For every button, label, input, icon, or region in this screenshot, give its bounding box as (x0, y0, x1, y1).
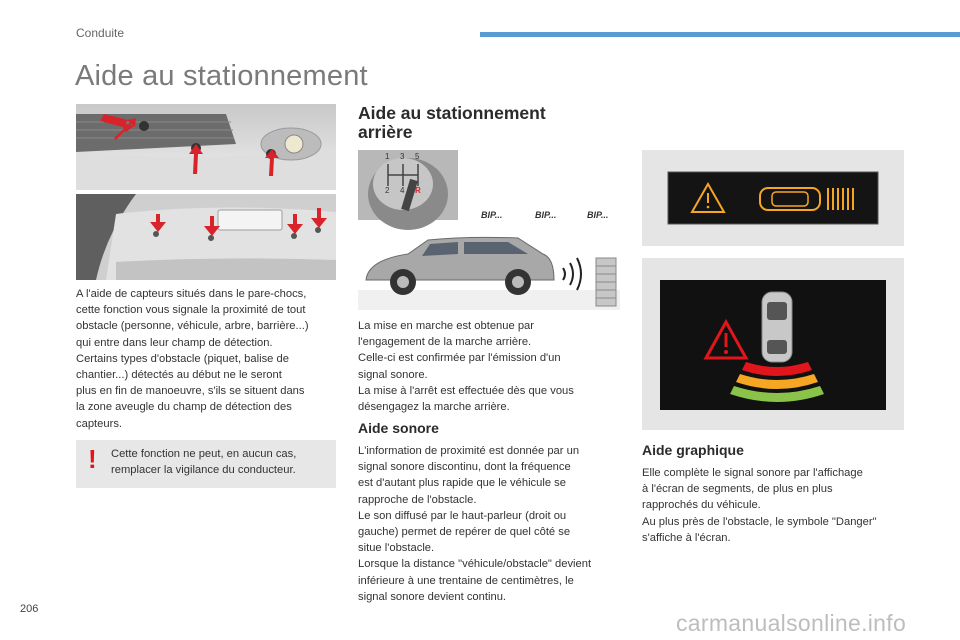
rear-parking-title: Aide au stationnement arrière (358, 103, 546, 142)
graphic-aid-text: Elle complète le signal sonore par l'affichage à l'écran de segments, de plus en plus rapprochés du véhicule. Au plus près de l'obstacle, le symbole "Danger" s'affiche à l'écran. (642, 467, 877, 544)
page-number: 206 (20, 603, 39, 615)
gear-and-car-scene (358, 150, 620, 310)
bip-label-2: BIP... (535, 210, 557, 220)
watermark-link[interactable]: carmanualsonline.info (676, 610, 907, 636)
gear-number-5: 5 (415, 152, 420, 161)
rear-bumper-photo (76, 194, 336, 280)
warning-box (76, 440, 336, 488)
reverse-gear-illustration (358, 150, 620, 310)
activation-text: La mise en marche est obtenue par l'engagement de la marche arrière. Celle-ci est confirmée par l'émission d'un signal sonore. La mise à l'arrêt est effectuée dès que vous désengagez la marche arrière. (358, 320, 574, 414)
gear-number-4: 4 (400, 186, 405, 195)
graphic-aid-illustration (642, 258, 904, 430)
bip-label-3: BIP... (587, 210, 609, 220)
display-screen-illustration (642, 150, 904, 246)
graphic-aid-title: Aide graphique (642, 442, 744, 458)
header-accent-bar (480, 32, 960, 37)
gear-number-1: 1 (385, 152, 390, 161)
gear-number-2: 2 (385, 186, 390, 195)
sound-aid-title: Aide sonore (358, 420, 439, 436)
amber-display-graphic (642, 150, 904, 246)
rear-bumper-illustration (76, 194, 336, 280)
section-label: Conduite (76, 26, 125, 40)
warning-exclamation-icon: ! (88, 444, 97, 474)
sound-aid-text: L'information de proximité est donnée par un signal sonore discontinu, dont la fréquence est d'autant plus rapide que le véhicule se rapproche de l'obstacle. Le son diffusé par le haut-parleur (droit ou gauche) permet de repérer de quel côté se situe l'obstacle. Lorsque la distance "véhicule/obstacle" devient inférieure à une trentaine de centimètres, le signal sonore devient continu. (358, 445, 592, 603)
page-title: Aide au stationnement (75, 60, 368, 92)
gear-number-3: 3 (400, 152, 405, 161)
bip-label-1: BIP... (481, 210, 503, 220)
segment-display-graphic (642, 258, 904, 430)
front-bumper-illustration (76, 104, 336, 190)
intro-text: A l'aide de capteurs situés dans le pare-chocs, cette fonction vous signale la proximité de tout obstacle (personne, véhicule, arbre, barrière...) qui entre dans leur champ de détection. Certains types d'obstacle (piquet, balise de chantier...) détectés au début ne le seront plus en fin de manoeuvre, s'ils se situent dans la zone aveugle du champ de détection des capteurs. (76, 288, 309, 430)
gear-number-r: R (415, 186, 421, 195)
warning-text: Cette fonction ne peut, en aucun cas, remplacer la vigilance du conducteur. (111, 448, 297, 477)
front-bumper-photo (76, 104, 336, 190)
